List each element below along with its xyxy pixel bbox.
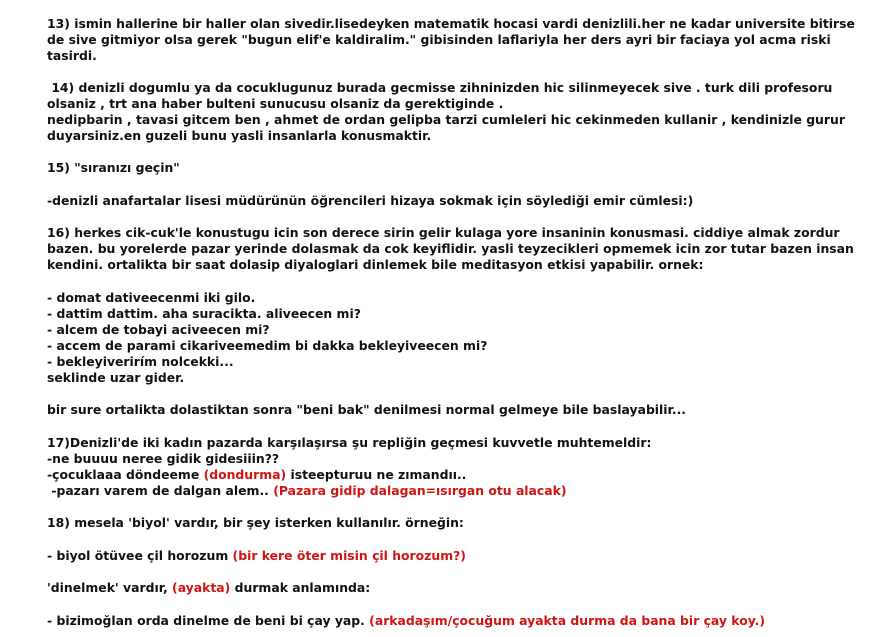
paragraph-16-line-2: bazen. bu yorelerde pazar yerinde dolasmak da cok keyiflidir. yasli teyzecikleri opmemek icin zor tutar bazen insan xyxy=(47,241,854,256)
translation-note: (arkadaşım/çocuğum ayakta durma da bana bir çay koy.) xyxy=(369,613,766,628)
dialect-text: durmak anlamında: xyxy=(230,580,371,595)
paragraph-18-line-3 xyxy=(47,580,370,595)
translation-note: (Pazara gidip dalagan=ısırgan otu alacak) xyxy=(273,483,567,498)
paragraph-15-line-1: -denizli anafartalar lisesi müdürünün öğrencileri hizaya sokmak için söylediği emir cümlesi:) xyxy=(47,193,694,208)
paragraph-18-line-1: 18) mesela 'biyol' vardır, bir şey isterken kullanılır. örneğin: xyxy=(47,515,464,530)
dialogue-line-5: - bekleyiverirím nolcekki... xyxy=(47,354,234,369)
paragraph-18-line-2 xyxy=(47,548,466,563)
dialect-text: -pazarı varem de dalgan alem.. xyxy=(47,483,274,498)
dialogue-line-1: - domat dativeecenmi iki gilo. xyxy=(47,290,256,305)
paragraph-16-line-3: kendini. ortalikta bir saat dolasip diyaloglari dinlemek bile meditasyon etkisi yapabilir. ornek: xyxy=(47,257,704,272)
paragraph-13-line-3: tasirdi. xyxy=(47,48,97,63)
dialogue-line-2: - dattim dattim. aha suracikta. aliveecen mi? xyxy=(47,306,361,321)
dialogue-line-3: - alcem de tobayi aciveecen mi? xyxy=(47,322,270,337)
dialect-text: isteepturuu ne zımandıı.. xyxy=(286,467,467,482)
paragraph-16-line-1: 16) herkes cik-cuk'le konustugu icin son derece sirin gelir kulaga yore insaninin konusmasi. ciddiye almak zordur xyxy=(47,225,840,240)
paragraph-13-line-2: de sive gitmiyor olsa gerek "bugun elif'e kaldiralim." gibisinden laflariyla her ders ayri bir faciaya yol acma riski xyxy=(47,32,831,47)
dialect-text: 'dinelmek' vardır, xyxy=(47,580,173,595)
translation-note: (bir kere öter misin çil horozum?) xyxy=(232,548,466,563)
dialogue-line-4: - accem de parami cikariveemedim bi dakka bekleyiveecen mi? xyxy=(47,338,488,353)
translation-note: (ayakta) xyxy=(172,580,231,595)
dialogue-closing: seklinde uzar gider. xyxy=(47,370,185,385)
paragraph-15-heading: 15) "sıranızı geçin" xyxy=(47,160,180,175)
paragraph-17-line-4 xyxy=(47,483,567,498)
paragraph-17-line-3 xyxy=(47,467,466,482)
paragraph-17-line-2: -ne buuuu neree gidik gidesiiin?? xyxy=(47,451,280,466)
dialect-text: - bizimoğlan orda dinelme de beni bi çay yap. xyxy=(47,613,370,628)
paragraph-13-line-1: 13) ismin hallerine bir haller olan sivedir.lisedeyken matematik hocasi vardi denizlili.her ne kadar universite bitirse xyxy=(47,16,855,31)
dialect-text: - biyol ötüvee çil horozum xyxy=(47,548,233,563)
paragraph-14-line-2: olsaniz , trt ana haber bulteni sunucusu olsaniz da gerektiginde . xyxy=(47,96,504,111)
paragraph-14-line-4: duyarsiniz.en guzeli bunu yasli insanlarla konusmaktir. xyxy=(47,128,432,143)
paragraph-14-line-3: nedipbarin , tavasi gitcem ben , ahmet de ordan gelipba tarzi cumleleri hic cekinmeden kullanir , kendinizle gurur xyxy=(47,112,845,127)
paragraph-17-line-1: 17)Denizli'de iki kadın pazarda karşılaşırsa şu repliğin geçmesi kuvvetle muhtemeldir: xyxy=(47,435,652,450)
dialect-text: -çocuklaaa döndeeme xyxy=(47,467,204,482)
paragraph-16-line-4: bir sure ortalikta dolastiktan sonra "beni bak" denilmesi normal gelmeye bile baslayabilir... xyxy=(47,402,687,417)
translation-note: (dondurma) xyxy=(203,467,287,482)
paragraph-14-line-1: 14) denizli dogumlu ya da cocuklugunuz burada gecmisse zihninizden hic silinmeyecek sive . turk dili profesoru xyxy=(47,80,833,95)
paragraph-18-line-4 xyxy=(47,613,765,628)
